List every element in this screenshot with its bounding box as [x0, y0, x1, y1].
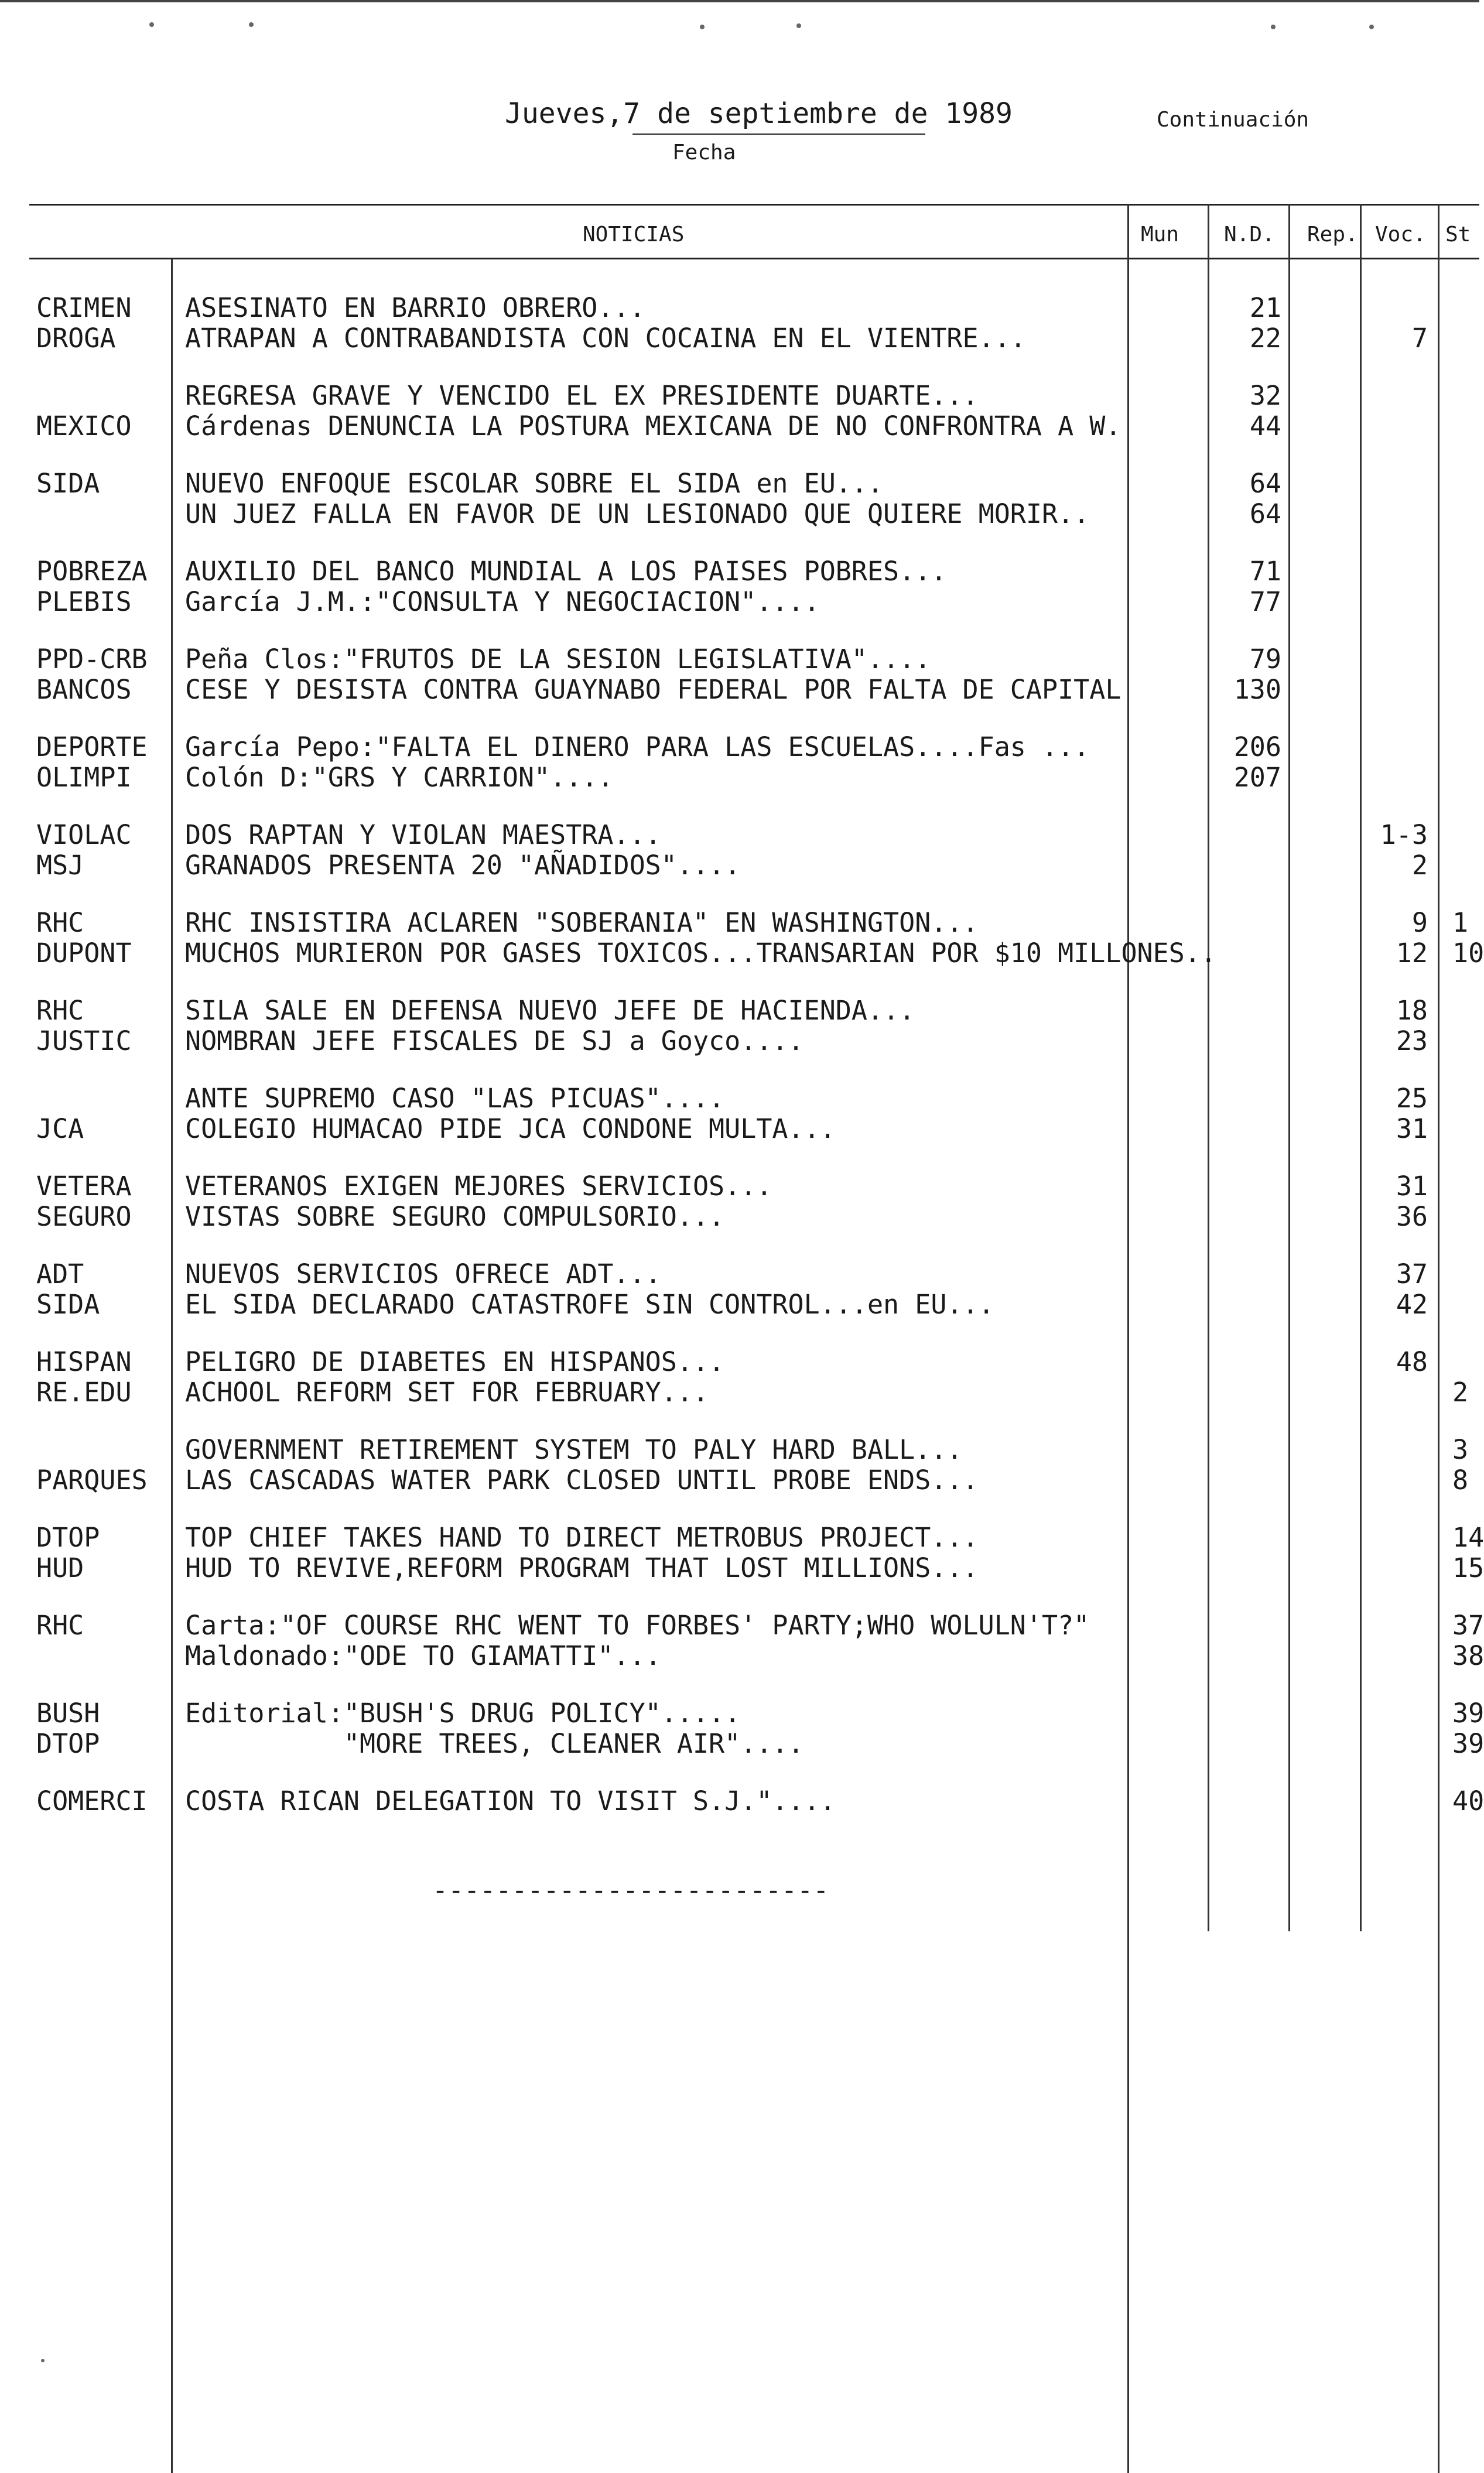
- headline-text: VISTAS SOBRE SEGURO COMPULSORIO...: [185, 1201, 725, 1232]
- category-label: BANCOS: [36, 674, 132, 705]
- column-rule-mun: [1127, 204, 1129, 2473]
- st-page: 40: [1452, 1786, 1484, 1817]
- category-label: SEGURO: [36, 1201, 132, 1232]
- headline-text: EL SIDA DECLARADO CATASTROFE SIN CONTROL...en EU...: [185, 1289, 994, 1320]
- nd-page: 79: [1249, 644, 1281, 675]
- headline-text: ATRAPAN A CONTRABANDISTA CON COCAINA EN EL VIENTRE...: [185, 323, 1026, 354]
- headline-text: GOVERNMENT RETIREMENT SYSTEM TO PALY HARD BALL...: [185, 1434, 963, 1465]
- headline-text: GRANADOS PRESENTA 20 "AÑADIDOS"....: [185, 850, 741, 881]
- column-header-nd: N.D.: [1224, 223, 1275, 247]
- end-of-list-rule: -------------------------: [432, 1875, 829, 1906]
- st-page: 39: [1452, 1698, 1484, 1729]
- column-rule-voc: [1360, 204, 1362, 1931]
- st-page: 2: [1452, 1377, 1469, 1408]
- headline-text: ANTE SUPREMO CASO "LAS PICUAS"....: [185, 1083, 725, 1114]
- voc-page: 31: [1396, 1171, 1428, 1202]
- category-label: OLIMPI: [36, 762, 132, 793]
- category-label: DROGA: [36, 323, 116, 354]
- category-label: HISPAN: [36, 1346, 132, 1377]
- st-page: 1: [1452, 907, 1469, 938]
- category-label: MEXICO: [36, 411, 132, 442]
- category-label: DUPONT: [36, 938, 132, 969]
- nd-page: 44: [1249, 411, 1281, 442]
- nd-page: 21: [1249, 292, 1281, 323]
- category-label: RHC: [36, 1610, 84, 1641]
- column-header-st: St: [1445, 223, 1471, 247]
- st-page: 15: [1452, 1552, 1484, 1583]
- category-label: DTOP: [36, 1522, 100, 1553]
- speck-mark: [1369, 25, 1374, 29]
- category-label: RHC: [36, 907, 84, 938]
- headline-text: CESE Y DESISTA CONTRA GUAYNABO FEDERAL POR FALTA DE CAPITAL: [185, 674, 1121, 705]
- voc-page: 31: [1396, 1113, 1428, 1144]
- column-header-rep: Rep.: [1307, 223, 1358, 247]
- st-page: 10: [1452, 938, 1484, 969]
- column-rule-nd: [1208, 204, 1209, 1931]
- nd-page: 71: [1249, 556, 1281, 587]
- headline-text: Peña Clos:"FRUTOS DE LA SESION LEGISLATIVA"....: [185, 644, 931, 675]
- column-header-voc: Voc.: [1375, 223, 1426, 247]
- category-label: JUSTIC: [36, 1025, 132, 1056]
- table-top-rule: [29, 204, 1479, 206]
- column-rule-rep: [1288, 204, 1290, 1931]
- category-label: ADT: [36, 1258, 84, 1289]
- speck-mark: [700, 25, 705, 29]
- category-label: BUSH: [36, 1698, 100, 1729]
- headline-text: NUEVOS SERVICIOS OFRECE ADT...: [185, 1258, 661, 1289]
- voc-page: 7: [1411, 323, 1428, 354]
- speck-mark: [41, 2359, 45, 2362]
- category-label: COMERCI: [36, 1786, 148, 1817]
- nd-page: 64: [1249, 468, 1281, 499]
- category-label: VETERA: [36, 1171, 132, 1202]
- category-label: HUD: [36, 1552, 84, 1583]
- headline-text: Maldonado:"ODE TO GIAMATTI"...: [185, 1640, 661, 1671]
- st-page: 14: [1452, 1522, 1484, 1553]
- column-rule-category: [171, 259, 173, 2473]
- document-date: Jueves,7 de septiembre de 1989: [505, 97, 1013, 130]
- category-label: PARQUES: [36, 1465, 148, 1496]
- headline-text: "MORE TREES, CLEANER AIR"....: [185, 1728, 804, 1759]
- voc-page: 1-3: [1380, 819, 1428, 850]
- category-label: JCA: [36, 1113, 84, 1144]
- category-label: MSJ: [36, 850, 84, 881]
- table-header-bottom-rule: [29, 258, 1479, 259]
- headline-text: RHC INSISTIRA ACLAREN "SOBERANIA" EN WASHINGTON...: [185, 907, 979, 938]
- speck-mark: [796, 23, 801, 28]
- date-caption: Fecha: [672, 141, 736, 165]
- category-label: PPD-CRB: [36, 644, 148, 675]
- headline-text: MUCHOS MURIERON POR GASES TOXICOS...TRANSARIAN POR $10 MILLONES..: [185, 938, 1216, 969]
- st-page: 8: [1452, 1465, 1469, 1496]
- nd-page: 64: [1249, 498, 1281, 529]
- headline-text: TOP CHIEF TAKES HAND TO DIRECT METROBUS PROJECT...: [185, 1522, 979, 1553]
- voc-page: 25: [1396, 1083, 1428, 1114]
- headline-text: Colón D:"GRS Y CARRION"....: [185, 762, 614, 793]
- nd-page: 207: [1233, 762, 1281, 793]
- st-page: 39: [1452, 1728, 1484, 1759]
- st-page: 37: [1452, 1610, 1484, 1641]
- headline-text: UN JUEZ FALLA EN FAVOR DE UN LESIONADO QUE QUIERE MORIR..: [185, 498, 1090, 529]
- voc-page: 12: [1396, 938, 1428, 969]
- headline-text: DOS RAPTAN Y VIOLAN MAESTRA...: [185, 819, 661, 850]
- category-label: PLEBIS: [36, 586, 132, 617]
- nd-page: 206: [1233, 731, 1281, 762]
- date-underline: [632, 134, 925, 135]
- headline-text: García J.M.:"CONSULTA Y NEGOCIACION"....: [185, 586, 820, 617]
- column-header-noticias: NOTICIAS: [583, 223, 685, 247]
- headline-text: NUEVO ENFOQUE ESCOLAR SOBRE EL SIDA en EU...: [185, 468, 884, 499]
- st-page: 3: [1452, 1434, 1469, 1465]
- voc-page: 42: [1396, 1289, 1428, 1320]
- nd-page: 77: [1249, 586, 1281, 617]
- headline-text: Cárdenas DENUNCIA LA POSTURA MEXICANA DE NO CONFRONTRA A W.: [185, 411, 1121, 442]
- headline-text: Editorial:"BUSH'S DRUG POLICY".....: [185, 1698, 741, 1729]
- speck-mark: [1271, 25, 1276, 29]
- category-label: POBREZA: [36, 556, 148, 587]
- voc-page: 2: [1411, 850, 1428, 881]
- category-label: RHC: [36, 995, 84, 1026]
- category-label: SIDA: [36, 1289, 100, 1320]
- headline-text: COSTA RICAN DELEGATION TO VISIT S.J."....: [185, 1786, 836, 1817]
- nd-page: 130: [1233, 674, 1281, 705]
- headline-text: REGRESA GRAVE Y VENCIDO EL EX PRESIDENTE DUARTE...: [185, 380, 979, 411]
- continuation-label: Continuación: [1157, 108, 1309, 132]
- category-label: VIOLAC: [36, 819, 132, 850]
- scan-edge: [0, 0, 1479, 2]
- column-header-mun: Mun: [1141, 223, 1179, 247]
- category-label: RE.EDU: [36, 1377, 132, 1408]
- st-page: 38: [1452, 1640, 1484, 1671]
- headline-text: NOMBRAN JEFE FISCALES DE SJ a Goyco....: [185, 1025, 804, 1056]
- nd-page: 22: [1249, 323, 1281, 354]
- voc-page: 23: [1396, 1025, 1428, 1056]
- voc-page: 37: [1396, 1258, 1428, 1289]
- category-label: DEPORTE: [36, 731, 148, 762]
- voc-page: 48: [1396, 1346, 1428, 1377]
- headline-text: COLEGIO HUMACAO PIDE JCA CONDONE MULTA...: [185, 1113, 836, 1144]
- headline-text: LAS CASCADAS WATER PARK CLOSED UNTIL PROBE ENDS...: [185, 1465, 979, 1496]
- headline-text: SILA SALE EN DEFENSA NUEVO JEFE DE HACIENDA...: [185, 995, 915, 1026]
- category-label: SIDA: [36, 468, 100, 499]
- speck-mark: [249, 22, 254, 27]
- headline-text: HUD TO REVIVE,REFORM PROGRAM THAT LOST MILLIONS...: [185, 1552, 979, 1583]
- headline-text: Carta:"OF COURSE RHC WENT TO FORBES' PARTY;WHO WOLULN'T?": [185, 1610, 1090, 1641]
- headline-text: García Pepo:"FALTA EL DINERO PARA LAS ESCUELAS....Fas ...: [185, 731, 1090, 762]
- headline-text: AUXILIO DEL BANCO MUNDIAL A LOS PAISES POBRES...: [185, 556, 947, 587]
- category-label: CRIMEN: [36, 292, 132, 323]
- headline-text: PELIGRO DE DIABETES EN HISPANOS...: [185, 1346, 725, 1377]
- speck-mark: [149, 22, 154, 27]
- nd-page: 32: [1249, 380, 1281, 411]
- voc-page: 36: [1396, 1201, 1428, 1232]
- voc-page: 18: [1396, 995, 1428, 1026]
- headline-text: ASESINATO EN BARRIO OBRERO...: [185, 292, 645, 323]
- voc-page: 9: [1411, 907, 1428, 938]
- headline-text: ACHOOL REFORM SET FOR FEBRUARY...: [185, 1377, 709, 1408]
- headline-text: VETERANOS EXIGEN MEJORES SERVICIOS...: [185, 1171, 772, 1202]
- column-rule-st: [1438, 204, 1439, 2473]
- category-label: DTOP: [36, 1728, 100, 1759]
